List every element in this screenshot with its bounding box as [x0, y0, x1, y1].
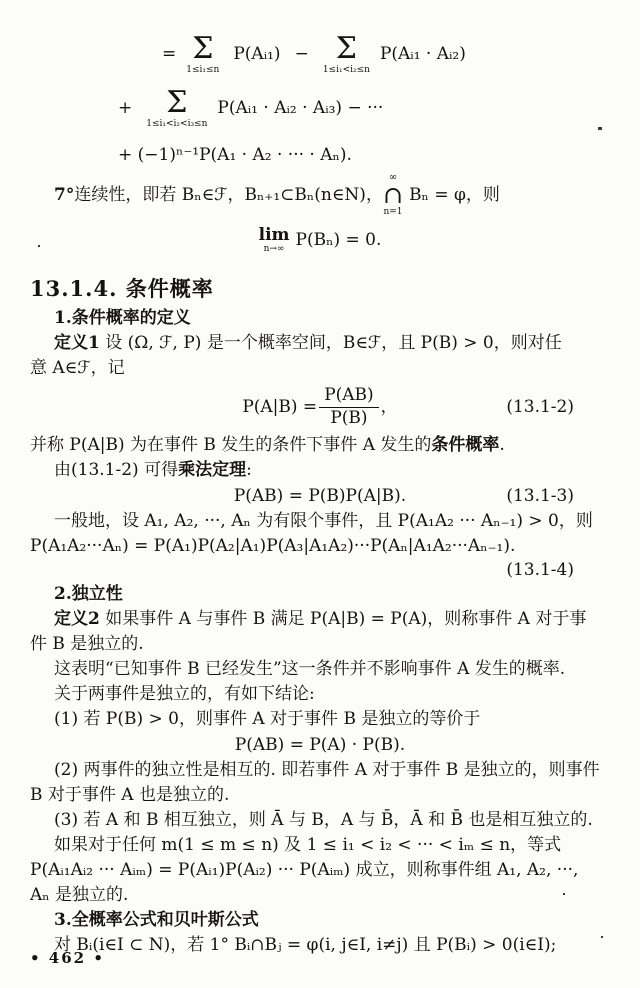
term-conditional-probability: 条件概率: [431, 435, 500, 455]
equation-body: P(AB) = P(A) · P(B).: [234, 734, 406, 755]
summation-symbol: Σ 1≤i₁<i₂<i₃≤n: [146, 84, 208, 129]
scan-artifact: [598, 127, 602, 130]
definition1-line1: 定义1 设 (Ω, ℱ, P) 是一个概率空间，B∈ℱ，且 P(B) > 0，则对任: [54, 333, 562, 353]
subsection3-heading: 3.全概率公式和贝叶斯公式: [54, 910, 259, 930]
paragraph-event-group-line3: Aₙ 是独立的.: [30, 885, 129, 905]
equation-body: P(AB) = P(B)P(A|B).: [233, 485, 407, 506]
definition2-label: 定义2: [54, 609, 100, 629]
fraction-numerator: P(AB): [319, 386, 378, 408]
formula-inclusion-exclusion-line1: [162, 28, 610, 80]
minus-sign: −: [294, 43, 309, 64]
summation-symbol: Σ 1≤i₁≤n: [186, 30, 220, 75]
equation-number: (13.1-3): [506, 485, 574, 506]
property7-text-tail: Bₙ = φ，则: [409, 184, 500, 205]
fraction: [319, 386, 378, 428]
equation-lhs: P(A|B) =: [242, 396, 318, 417]
equation-13-1-3: [30, 483, 610, 509]
definition1-label: 定义1: [54, 333, 100, 353]
paragraph-about-independence: 关于两事件是独立的，有如下结论:: [54, 684, 315, 704]
scan-artifact: [601, 936, 603, 938]
scan-artifact: [563, 893, 565, 895]
paragraph-event-group-line1: 如果对于任何 m(1 ≤ m ≤ n) 及 1 ≤ i₁ < i₂ < ··· < iₘ ≤ n，等式: [54, 835, 562, 855]
paragraph-multiplication-theorem: 由(13.1-2) 可得乘法定理:: [54, 460, 252, 480]
property7-marker: 7°: [54, 184, 75, 205]
term-multiplication-theorem: 乘法定理: [178, 460, 247, 480]
limit-expression: P(Bₙ) = 0.: [295, 229, 382, 250]
list-item-1: (1) 若 P(B) > 0，则事件 A 对于事件 B 是独立的等价于: [54, 709, 481, 729]
equation-product-rule: [30, 732, 610, 758]
paragraph-general-line1: 一般地，设 A₁, A₂, ···, Aₙ 为有限个事件，且 P(A₁A₂ ··· Aₙ₋₁) > 0，则: [54, 511, 593, 531]
equation-13-1-2: [30, 381, 610, 433]
list-item-3: (3) 若 A 和 B 相互独立，则 Ā 与 B，A 与 B̄，Ā 和 B̄ 也是相互独立的.: [54, 810, 593, 830]
property7-continuity: [54, 170, 610, 220]
paragraph-note: 这表明“已知事件 B 已经发生”这一条件并不影响事件 A 发生的概率.: [54, 659, 566, 679]
section-heading: 13.1.4. 条件概率: [30, 276, 214, 301]
formula-term: P(Aᵢ₁ · Aᵢ₂ · Aᵢ₃) − ···: [217, 97, 384, 118]
property7-text-lead: 连续性，即若 Bₙ∈ℱ，Bₙ₊₁⊂Bₙ(n∈N)，: [74, 184, 383, 205]
equation-tail: ，: [380, 396, 398, 417]
formula-term: P(Aᵢ₁): [233, 43, 281, 64]
plus-sign: +: [118, 97, 133, 118]
paragraph-conditional-probability: 并称 P(A|B) 为在事件 B 发生的条件下事件 A 发生的条件概率.: [30, 435, 505, 455]
intersection-symbol: ∞ ∩ n=1: [382, 172, 404, 217]
paragraph-bayes-setup: 对 Bᵢ(i∈I ⊂ N)，若 1° Bᵢ∩Bⱼ = φ(i, j∈I, i≠j) 且 P(Bᵢ) > 0(i∈I);: [54, 935, 557, 955]
equals-sign: =: [162, 43, 177, 64]
formula-inclusion-exclusion-line2: [118, 80, 610, 136]
formula-term: P(Aᵢ₁ · Aᵢ₂): [379, 43, 466, 64]
subsection1-heading: 1.条件概率的定义: [54, 308, 191, 328]
formula-term: + (−1)ⁿ⁻¹P(A₁ · A₂ · ··· · Aₙ).: [118, 144, 352, 165]
summation-limits: 1≤i₁≤n: [186, 64, 220, 75]
summation-limits: 1≤i₁<i₂≤n: [322, 64, 370, 75]
definition2-line2: 件 B 是独立的.: [30, 634, 144, 654]
limit-symbol: lim n→∞: [258, 224, 290, 254]
subsection2-heading: 2.独立性: [54, 584, 123, 604]
limit-formula: [30, 220, 610, 260]
list-item-2-line1: (2) 两事件的独立性是相互的. 即若事件 A 对于事件 B 是独立的，则事件: [54, 760, 600, 780]
equation-13-1-4-body: P(A₁A₂···Aₙ) = P(A₁)P(A₂|A₁)P(A₃|A₁A₂)···P(Aₙ|A₁A₂···Aₙ₋₁).: [30, 536, 516, 556]
summation-symbol: Σ 1≤i₁<i₂≤n: [322, 30, 370, 75]
list-item-2-line2: B 对于事件 A 也是独立的.: [30, 785, 230, 805]
paragraph-event-group-line2: P(Aᵢ₁Aᵢ₂ ··· Aᵢₘ) = P(Aᵢ₁)P(Aᵢ₂) ··· P(Aᵢₘ) 成立，则称事件组 A₁, A₂, ···,: [30, 860, 579, 880]
fraction-denominator: P(B): [330, 407, 368, 428]
scan-artifact: [38, 245, 40, 247]
equation-number: (13.1-2): [506, 396, 574, 417]
formula-inclusion-exclusion-line3: [118, 140, 610, 170]
summation-limits: 1≤i₁<i₂<i₃≤n: [146, 118, 208, 129]
definition1-line2: 意 A∈ℱ，记: [30, 358, 125, 378]
equation-13-1-4-number: (13.1-4): [506, 560, 574, 580]
page-number: • 462 •: [30, 949, 105, 967]
definition2-line1: 定义2 如果事件 A 与事件 B 满足 P(A|B) = P(A)，则称事件 A 对于事: [54, 609, 587, 629]
